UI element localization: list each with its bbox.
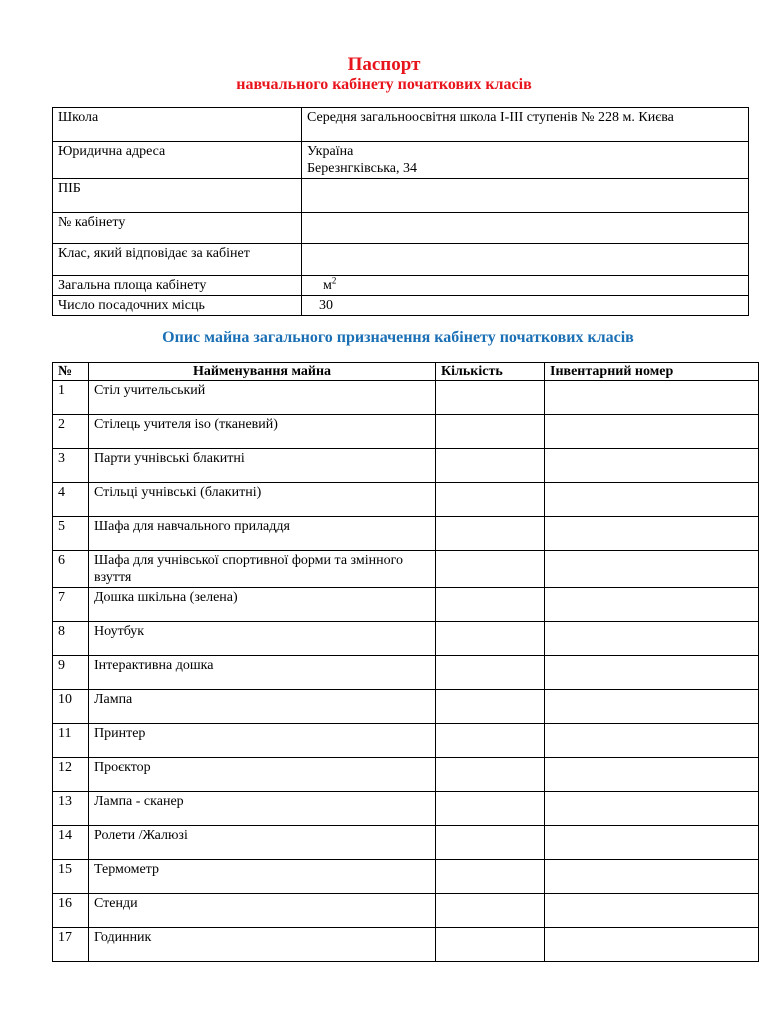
area-label: Загальна площа кабінету: [53, 276, 302, 296]
item-number: 3: [53, 449, 89, 483]
item-number: 17: [53, 928, 89, 962]
item-inventory-number: [545, 860, 759, 894]
item-name: Шафа для учнівської спортивної форми та змінного взуття: [89, 551, 436, 588]
table-row: [53, 928, 759, 962]
item-inventory-number: [545, 551, 759, 588]
area-value: [302, 276, 749, 296]
header-name: Найменування майна: [89, 363, 436, 381]
item-number: 2: [53, 415, 89, 449]
item-name: Стіл учительський: [89, 381, 436, 415]
item-name: Лампа: [89, 690, 436, 724]
inventory-header-row: [53, 363, 759, 381]
item-quantity: [436, 449, 545, 483]
info-row-address: [53, 142, 749, 179]
item-name: Шафа для навчального приладдя: [89, 517, 436, 551]
item-inventory-number: [545, 381, 759, 415]
table-row: [53, 894, 759, 928]
table-row: [53, 656, 759, 690]
item-name: Стенди: [89, 894, 436, 928]
item-number: 15: [53, 860, 89, 894]
item-quantity: [436, 622, 545, 656]
table-row: [53, 826, 759, 860]
item-quantity: [436, 588, 545, 622]
item-inventory-number: [545, 894, 759, 928]
seats-value: 30: [302, 296, 749, 316]
item-inventory-number: [545, 517, 759, 551]
item-quantity: [436, 517, 545, 551]
item-number: 16: [53, 894, 89, 928]
info-row-school: [53, 108, 749, 142]
item-name: Стільці учнівські (блакитні): [89, 483, 436, 517]
item-number: 6: [53, 551, 89, 588]
item-inventory-number: [545, 826, 759, 860]
school-label: Школа: [53, 108, 302, 142]
item-quantity: [436, 483, 545, 517]
address-label: Юридична адреса: [53, 142, 302, 179]
class-value: [302, 244, 749, 276]
class-label: Клас, який відповідає за кабінет: [53, 244, 302, 276]
item-name: Проєктор: [89, 758, 436, 792]
item-quantity: [436, 656, 545, 690]
item-number: 8: [53, 622, 89, 656]
room-number-label: № кабінету: [53, 213, 302, 244]
area-unit: м: [323, 278, 332, 293]
address-value: [302, 142, 749, 179]
area-unit-superscript: 2: [331, 275, 337, 286]
document-title: Паспорт: [347, 54, 421, 75]
item-name: Лампа - сканер: [89, 792, 436, 826]
table-row: [53, 724, 759, 758]
item-quantity: [436, 792, 545, 826]
info-row-class: [53, 244, 749, 276]
item-inventory-number: [545, 483, 759, 517]
item-quantity: [436, 894, 545, 928]
table-row: [53, 690, 759, 724]
item-inventory-number: [545, 656, 759, 690]
info-row-pib: [53, 179, 749, 213]
address-country: Україна: [307, 144, 354, 159]
info-row-seats: [53, 296, 749, 316]
info-row-area: [53, 276, 749, 296]
item-number: 7: [53, 588, 89, 622]
item-inventory-number: [545, 449, 759, 483]
table-row: [53, 551, 759, 588]
item-number: 11: [53, 724, 89, 758]
item-quantity: [436, 724, 545, 758]
item-name: Парти учнівські блакитні: [89, 449, 436, 483]
item-inventory-number: [545, 690, 759, 724]
address-street: Березнгківська, 34: [307, 161, 418, 176]
item-quantity: [436, 551, 545, 588]
item-number: 9: [53, 656, 89, 690]
item-name: Дошка шкільна (зелена): [89, 588, 436, 622]
item-quantity: [436, 928, 545, 962]
header-qty: Кількість: [436, 363, 545, 381]
inventory-table: [52, 362, 759, 962]
table-row: [53, 860, 759, 894]
item-quantity: [436, 415, 545, 449]
table-row: [53, 449, 759, 483]
pib-label: ПІБ: [53, 179, 302, 213]
item-inventory-number: [545, 588, 759, 622]
item-name: Годинник: [89, 928, 436, 962]
table-row: [53, 381, 759, 415]
item-number: 5: [53, 517, 89, 551]
item-inventory-number: [545, 758, 759, 792]
school-value: Середня загальноосвітня школа І-ІІІ ступенів № 228 м. Києва: [302, 108, 749, 142]
item-quantity: [436, 690, 545, 724]
item-number: 12: [53, 758, 89, 792]
header-inventory-number: Інвентарний номер: [545, 363, 759, 381]
item-quantity: [436, 826, 545, 860]
item-name: Інтерактивна дошка: [89, 656, 436, 690]
item-quantity: [436, 860, 545, 894]
item-name: Стілець учителя iso (тканевий): [89, 415, 436, 449]
item-name: Ноутбук: [89, 622, 436, 656]
item-inventory-number: [545, 928, 759, 962]
room-info-table: [52, 107, 749, 316]
item-name: Принтер: [89, 724, 436, 758]
table-row: [53, 792, 759, 826]
item-name: Термометр: [89, 860, 436, 894]
item-inventory-number: [545, 415, 759, 449]
item-quantity: [436, 758, 545, 792]
inventory-body: [53, 381, 759, 962]
room-number-value: [302, 213, 749, 244]
table-row: [53, 517, 759, 551]
table-row: [53, 483, 759, 517]
item-number: 1: [53, 381, 89, 415]
item-name: Ролети /Жалюзі: [89, 826, 436, 860]
item-number: 14: [53, 826, 89, 860]
item-inventory-number: [545, 724, 759, 758]
table-row: [53, 758, 759, 792]
seats-label: Число посадочних місць: [53, 296, 302, 316]
item-inventory-number: [545, 622, 759, 656]
item-quantity: [436, 381, 545, 415]
item-number: 10: [53, 690, 89, 724]
document-subtitle: навчального кабінету початкових класів: [236, 76, 532, 93]
info-row-room: [53, 213, 749, 244]
table-row: [53, 415, 759, 449]
pib-value: [302, 179, 749, 213]
item-number: 4: [53, 483, 89, 517]
table-row: [53, 588, 759, 622]
table-row: [53, 622, 759, 656]
item-inventory-number: [545, 792, 759, 826]
item-number: 13: [53, 792, 89, 826]
header-num: №: [53, 363, 89, 381]
inventory-section-title: Опис майна загального призначення кабінету початкових класів: [162, 329, 634, 346]
